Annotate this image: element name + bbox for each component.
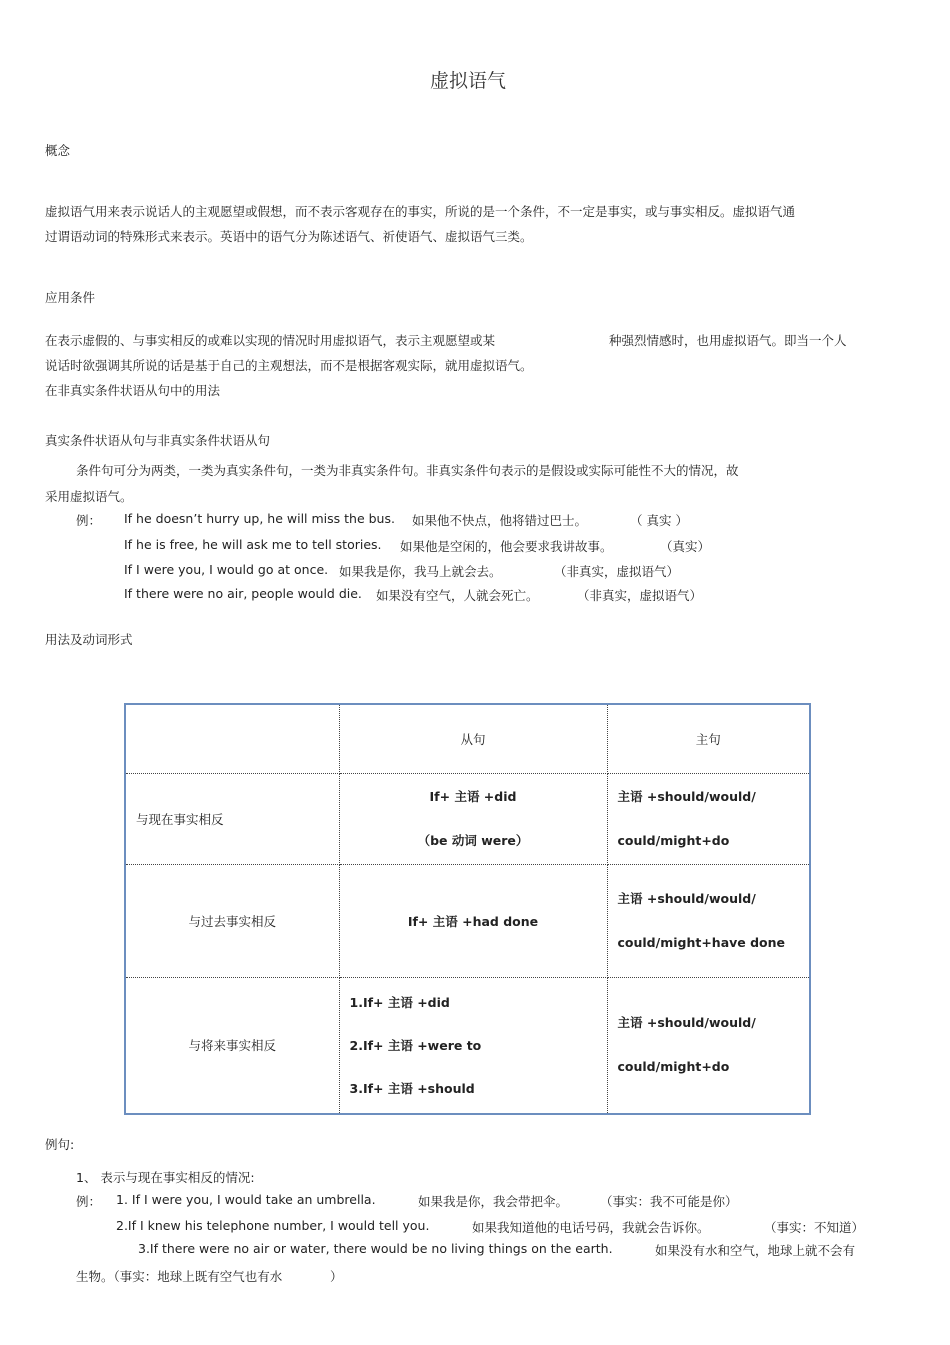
conditions-line-1a: 在表示虚假的、与事实相反的或难以实现的情况时用虚拟语气，表示主观愿望或某 bbox=[45, 333, 496, 348]
example-4-zh: 如果没有空气，人就会死亡。 bbox=[376, 588, 539, 603]
real-unreal-line-1: 条件句可分为两类，一类为真实条件句，一类为非真实条件句。非真实条件句表示的是假设或实际可能性不大的情况，故 bbox=[76, 463, 739, 478]
example-4-note: （非真实，虚拟语气） bbox=[577, 588, 703, 603]
examples2-2-zh: 如果我知道他的电话号码，我就会告诉你。 bbox=[472, 1220, 710, 1235]
example-2-note: （真实） bbox=[660, 539, 711, 554]
usage-row-clause bbox=[339, 773, 607, 864]
examples2-3-en: 3.If there were no air or water, there would be no living things on the earth. bbox=[138, 1241, 613, 1256]
main-line: could/might+have done bbox=[617, 934, 786, 950]
examples2-3-zh: 如果没有水和空气，地球上就不会有 bbox=[655, 1243, 856, 1258]
real-unreal-line-2: 采用虚拟语气。 bbox=[45, 489, 133, 504]
real-unreal-heading: 真实条件状语从句与非真实条件状语从句 bbox=[45, 433, 271, 448]
conditions-line-1b: 种强烈情感时，也用虚拟语气。即当一个人 bbox=[609, 333, 847, 348]
examples2-continuation-end: ） bbox=[330, 1269, 343, 1284]
usage-header-clause: 从句 bbox=[339, 704, 607, 773]
usage-row-past bbox=[125, 864, 810, 977]
examples2-2-en: 2.If I knew his telephone number, I would tell you. bbox=[116, 1218, 430, 1233]
examples2-1-note: （事实：我不可能是你） bbox=[600, 1194, 738, 1209]
clause-line: 3.If+ 主语 +should bbox=[349, 1080, 475, 1096]
main-line: 主语 +should/would/ bbox=[617, 890, 756, 906]
concept-line-2: 过谓语动词的特殊形式来表示。英语中的语气分为陈述语气、祈使语气、虚拟语气三类。 bbox=[45, 229, 533, 244]
usage-row-main bbox=[607, 864, 810, 977]
clause-line: If+ 主语 +did bbox=[429, 788, 517, 804]
usage-header-row bbox=[125, 704, 810, 773]
clause-line: 2.If+ 主语 +were to bbox=[349, 1037, 482, 1053]
example-4-en: If there were no air, people would die. bbox=[124, 586, 362, 601]
example-3-zh: 如果我是你，我马上就会去。 bbox=[339, 564, 502, 579]
example-label: 例： bbox=[76, 513, 102, 528]
usage-row-main bbox=[607, 977, 810, 1114]
usage-row-main bbox=[607, 773, 810, 864]
concept-line-1: 虚拟语气用来表示说话人的主观愿望或假想，而不表示客观存在的事实，所说的是一个条件，不一定是事实，或与事实相反。虚拟语气通 bbox=[45, 204, 796, 219]
conditions-line-2: 说话时欲强调其所说的话是基于自己的主观想法，而不是根据客观实际，就用虚拟语气。 bbox=[45, 358, 533, 373]
usage-row-future bbox=[125, 977, 810, 1114]
concept-heading: 概念 bbox=[45, 143, 71, 158]
usage-row-label: 与过去事实相反 bbox=[125, 864, 339, 977]
usage-header-blank bbox=[125, 704, 339, 773]
usage-row-clause bbox=[339, 977, 607, 1114]
examples-subheading: 1、 表示与现在事实相反的情况: bbox=[76, 1170, 255, 1185]
conditions-line-3: 在非真实条件状语从句中的用法 bbox=[45, 383, 221, 398]
usage-row-label: 与现在事实相反 bbox=[125, 773, 339, 864]
examples2-2-note: （事实：不知道） bbox=[764, 1220, 865, 1235]
usage-heading: 用法及动词形式 bbox=[45, 632, 133, 647]
examples2-1-zh: 如果我是你，我会带把伞。 bbox=[418, 1194, 569, 1209]
main-line: could/might+do bbox=[617, 1059, 730, 1075]
usage-row-clause bbox=[339, 864, 607, 977]
examples2-1-en: 1. If I were you, I would take an umbrella. bbox=[116, 1192, 376, 1207]
page-title: 虚拟语气 bbox=[430, 70, 507, 92]
clause-line: （be 动词 were） bbox=[417, 832, 529, 848]
examples-heading: 例句: bbox=[45, 1137, 75, 1152]
usage-row-present bbox=[125, 773, 810, 864]
conditions-heading: 应用条件 bbox=[45, 290, 96, 305]
example-2-zh: 如果他是空闲的，他会要求我讲故事。 bbox=[400, 539, 613, 554]
example-1-note: （ 真实 ） bbox=[630, 513, 688, 528]
example-1-zh: 如果他不快点，他将错过巴士。 bbox=[412, 513, 588, 528]
usage-row-label: 与将来事实相反 bbox=[125, 977, 339, 1114]
example-3-en: If I were you, I would go at once. bbox=[124, 562, 329, 577]
clause-line: 1.If+ 主语 +did bbox=[349, 994, 450, 1010]
example-2-en: If he is free, he will ask me to tell stories. bbox=[124, 537, 382, 552]
main-line: could/might+do bbox=[617, 832, 730, 848]
main-line: 主语 +should/would/ bbox=[617, 788, 756, 804]
examples2-label: 例： bbox=[76, 1194, 102, 1209]
examples2-continuation: 生物。（事实：地球上既有空气也有水 bbox=[76, 1269, 283, 1284]
usage-table bbox=[124, 703, 811, 1115]
clause-line: If+ 主语 +had done bbox=[407, 913, 539, 929]
main-line: 主语 +should/would/ bbox=[617, 1015, 756, 1031]
usage-header-main: 主句 bbox=[607, 704, 810, 773]
example-3-note: （非真实，虚拟语气） bbox=[554, 564, 680, 579]
example-1-en: If he doesn’t hurry up, he will miss the bus. bbox=[124, 511, 395, 526]
